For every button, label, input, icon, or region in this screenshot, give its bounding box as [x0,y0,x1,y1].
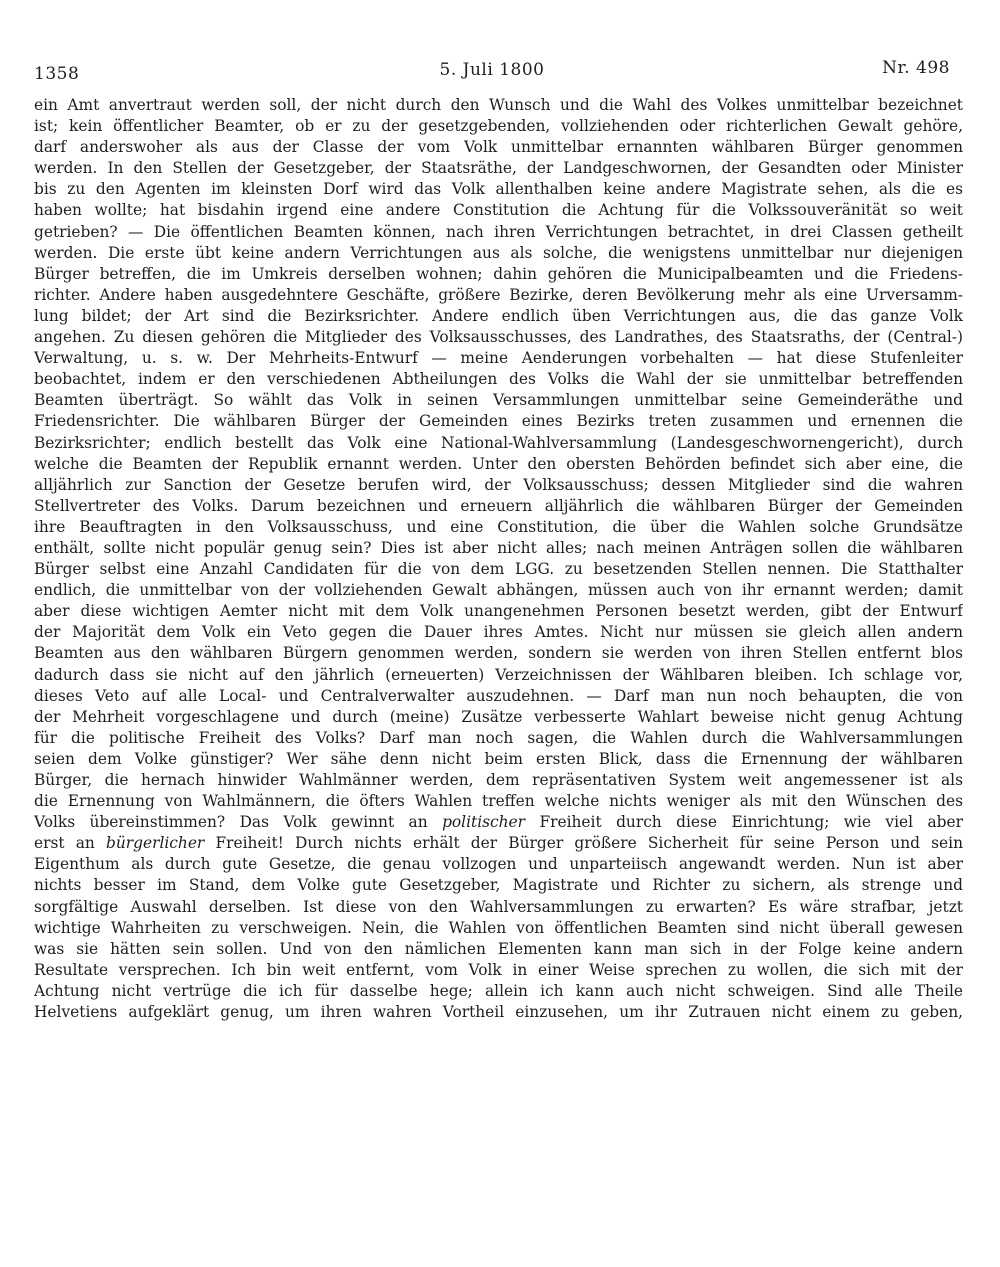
text-line: der Majorität dem Volk ein Veto gegen die Dauer ihres Amtes. Nicht nur müssen sie gleich allen andern [34,623,963,642]
text-segment: erst an [34,834,106,853]
text-line: darf anderswoher als aus der Classe der vom Volk unmittelbar ernannten wählbaren Bürger genommen [34,138,963,157]
text-line: Bürger, die hernach hinwider Wahlmänner werden, dem repräsentativen System weit angemessener ist als [34,771,963,789]
text-line [34,833,963,854]
text-line: Beamten aus den wählbaren Bürgern genommen werden, sondern sie werden von ihren Stellen entfernt blos [34,644,963,663]
text-line: was sie hätten sein sollen. Und von den nämlichen Elementen kann man sich in der Folge keine andern [34,939,963,958]
text-line [34,812,963,833]
text-line: Beamten überträgt. So wählt das Volk in seinen Versammlungen unmittelbar seine Gemeinderäthe und [34,391,963,410]
text-line: aber diese wichtigen Aemter nicht mit dem Volk unangenehmen Personen besetzt werden, gibt der Entwurf [34,602,963,621]
text-line: endlich, die unmittelbar von der vollziehenden Gewalt abhängen, müssen auch von ihr ernannt werden; damit [34,581,963,600]
text-line: Achtung nicht vertrüge die ich für dasselbe hege; allein ich kann auch nicht schweigen. Sind alle Theile [34,981,963,1000]
text-line: Helvetiens aufgeklärt genug, um ihren wahren Vortheil einzusehen, um ihr Zutrauen nicht einem zu geben, [34,1003,963,1022]
text-line: die Ernennung von Wahlmännern, die öfters Wahlen treffen welche nichts weniger als mit den Wünschen des [34,792,963,811]
running-header [34,58,950,88]
text-line: haben wollte; hat bisdahin irgend eine andere Constitution die Achtung für die Volkssouveränität so weit [34,201,963,220]
text-segment: Volks übereinstimmen? Das Volk gewinnt an [34,813,443,832]
text-line: nichts besser im Stand, dem Volke gute Gesetzgeber, Magistrate und Richter zu sichern, als strenge und [34,876,963,895]
text-line: sorgfältige Auswahl derselben. Ist diese von den Wahlversammlungen zu erwarten? Es wäre strafbar, jetzt [34,897,963,916]
text-line: Bürger betreffen, die im Umkreis derselben wohnen; dahin gehören die Municipalbeamten und die Friedens- [34,264,963,283]
page-number: 1358 [34,64,80,84]
text-line: Stellvertreter des Volks. Darum bezeichnen und erneuern alljährlich die wählbaren Bürger der Gemeinden [34,496,963,515]
text-line: lung bildet; der Art sind die Bezirksrichter. Andere endlich üben Verrichtungen aus, die das ganze Volk [34,306,963,325]
text-line: wichtige Wahrheiten zu verschweigen. Nein, die Wahlen von öffentlichen Beamten sind nicht überall gewesen [34,918,963,937]
text-line: bis zu den Agenten im kleinsten Dorf wird das Volk allenthalben keine andere Magistrate sehen, als die es [34,180,963,199]
emphasized-text: bürgerlicher [106,834,205,853]
body-text [34,95,963,1023]
text-line: ein Amt anvertraut werden soll, der nicht durch den Wunsch und die Wahl des Volkes unmittelbar bezeichnet [34,96,963,114]
text-line: Verwaltung, u. s. w. Der Mehrheits-Entwurf — meine Aenderungen vorbehalten — hat diese Stufenleiter [34,349,963,368]
text-line: Resultate versprechen. Ich bin weit entfernt, vom Volk in einer Weise sprechen zu wollen, die sich mit der [34,960,963,979]
emphasized-text: politischer [442,813,526,832]
text-line: alljährlich zur Sanction der Gesetze berufen wird, der Volksausschuss; dessen Mitglieder sind die wahren [34,475,963,494]
text-line: seien dem Volke günstiger? Wer sähe denn nicht beim ersten Blick, dass die Ernennung der wählbaren [34,749,963,768]
text-line: Bürger selbst eine Anzahl Candidaten für die von dem LGG. zu besetzenden Stellen nennen. Die Statthalter [34,560,963,579]
text-line: welche die Beamten der Republik ernannt werden. Unter den obersten Behörden befindet sich aber eine, die [34,454,963,473]
text-line: werden. In den Stellen der Gesetzgeber, der Staatsräthe, der Landgeschwornen, der Gesandten oder Minister [34,159,963,178]
text-segment: Freiheit! Durch nichts erhält der Bürger größere Sicherheit für seine Person und sein [204,834,963,853]
text-line: dieses Veto auf alle Local- und Centralverwalter auszudehnen. — Darf man nun noch behaupten, die von [34,686,963,705]
text-line: ist; kein öffentlicher Beamter, ob er zu der gesetzgebenden, vollziehenden oder richterlichen Gewalt gehöre, [34,117,963,136]
text-line: enthält, sollte nicht populär genug sein? Dies ist aber nicht alles; nach meinen Anträgen sollen die wählbaren [34,538,963,557]
text-line: Bezirksrichter; endlich bestellt das Volk eine National-Wahlversammlung (Landesgeschwornengericht), durch [34,433,963,452]
text-line: Friedensrichter. Die wählbaren Bürger der Gemeinden eines Bezirks treten zusammen und ernennen die [34,412,963,431]
text-segment: Freiheit durch diese Einrichtung; wie viel aber [525,813,963,832]
text-line: beobachtet, indem er den verschiedenen Abtheilungen des Volks die Wahl der sie unmittelbar betreffenden [34,370,963,389]
document-number: Nr. 498 [882,58,950,78]
text-line: angehen. Zu diesen gehören die Mitglieder des Volksausschusses, des Landrathes, des Staatsraths, der (Central-) [34,328,963,347]
header-date: 5. Juli 1800 [439,60,545,80]
text-line: der Mehrheit vorgeschlagene und durch (meine) Zusätze verbesserte Wahlart beweise nicht genug Achtung [34,707,963,726]
text-line: dadurch dass sie nicht auf den jährlich (erneuerten) Verzeichnissen der Wählbaren bleiben. Ich schlage vor, [34,665,963,684]
text-line: ihre Beauftragten in den Volksausschuss, und eine Constitution, die über die Wahlen solche Grundsätze [34,517,963,536]
text-line: richter. Andere haben ausgedehntere Geschäfte, größere Bezirke, deren Bevölkerung mehr als eine Urversamm- [34,285,963,304]
text-line: Eigenthum als durch gute Gesetze, die genau vollzogen und unparteiisch angewandt werden. Nun ist aber [34,855,963,874]
text-line: für die politische Freiheit des Volks? Darf man noch sagen, die Wahlen durch die Wahlversammlungen [34,728,963,747]
text-line: getrieben? — Die öffentlichen Beamten können, nach ihren Verrichtungen betrachtet, in drei Classen getheilt [34,222,963,241]
text-line: werden. Die erste übt keine andern Verrichtungen aus als solche, die wenigstens unmittelbar nur diejenigen [34,243,963,262]
